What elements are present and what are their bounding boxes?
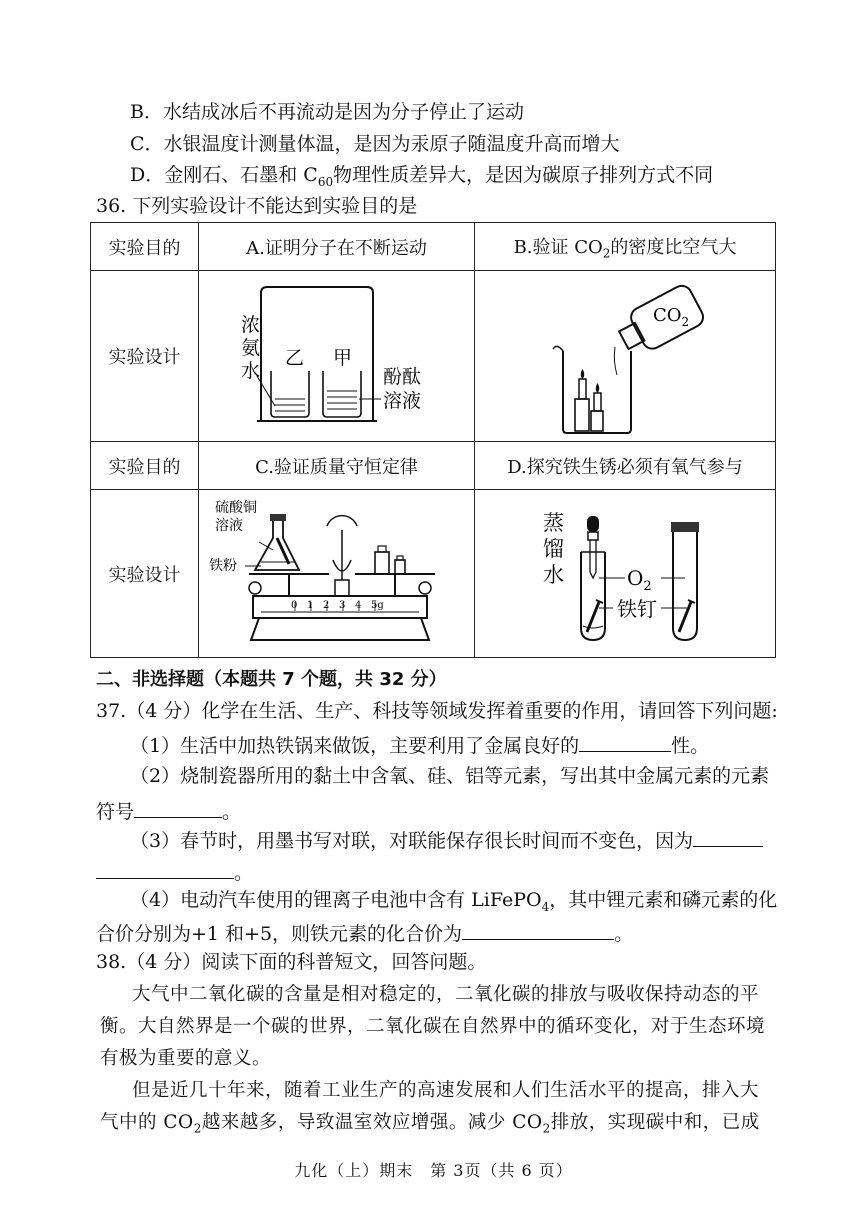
label-phenol-2: 溶液: [383, 390, 422, 412]
svg-text:5g: 5g: [371, 600, 384, 611]
row-label-design-2: 实验设计: [91, 490, 199, 658]
label-beaker-yi: 乙: [285, 347, 305, 369]
question-37-title: 37.（4 分）化学在生活、生产、科技等领域发挥着重要的作用，请回答下列问题:: [96, 700, 778, 722]
question-38-title: 38.（4 分）阅读下面的科普短文，回答问题。: [96, 951, 487, 973]
option-c: C．水银温度计测量体温，是因为汞原子随温度升高而增大: [130, 133, 620, 155]
passage-p1-line-3: 有极为重要的意义。: [100, 1048, 272, 1069]
passage-p2-line-1: 但是近几十年来，随着工业生产的高速发展和人们生活水平的提高，排入大: [132, 1080, 760, 1101]
label-nail: 铁钉: [617, 597, 657, 621]
experiment-table: [90, 222, 776, 658]
label-co2-bottle: $CO_2$: [653, 305, 690, 329]
passage-p2-line-2: 气中的 $CO_2$越来越多，导致温室效应增强。减少 $CO_2$排放，实现碳中和，已成: [100, 1112, 760, 1136]
q37-sub-2-cont: 符号 。: [96, 797, 241, 824]
q37-sub-3-cont: 。: [96, 858, 253, 885]
label-phenol-1: 酚酞: [383, 366, 422, 388]
page-footer: 九化（上）期末 第 3页（共 6 页）: [294, 1161, 573, 1180]
svg-text:1: 1: [307, 600, 314, 611]
exp-b-title: B.验证 $CO_2$的密度比空气大: [475, 223, 776, 271]
answer-blank-3[interactable]: [693, 826, 763, 847]
q37-sub-3: （3）春节时，用墨书写对联，对联能保存很长时间而不变色，因为: [130, 826, 763, 853]
row-label-design: 实验设计: [91, 271, 199, 442]
svg-text:3: 3: [339, 600, 346, 611]
row-label-purpose-2: 实验目的: [91, 442, 199, 490]
passage-p1-line-1: 大气中二氧化碳的含量是相对稳定的，二氧化碳的排放与吸收保持动态的平: [132, 984, 760, 1005]
exp-d-title: D.探究铁生锈必须有氧气参与: [475, 442, 776, 490]
q37-sub-4-cont: 合价分别为+1 和+5，则铁元素的化合价为 。: [96, 919, 633, 946]
q37-sub-2: （2）烧制瓷器所用的黏土中含氧、硅、铝等元素，写出其中金属元素的元素: [130, 765, 770, 787]
exp-a-figure: [199, 271, 475, 442]
label-water-1: 蒸: [543, 511, 564, 535]
exp-d-figure: [475, 490, 776, 658]
label-cuso4-2: 溶液: [215, 518, 243, 534]
svg-text:0: 0: [291, 600, 298, 611]
answer-blank-3-cont[interactable]: [96, 858, 234, 879]
question-36-title: 36. 下列实验设计不能达到实验目的是: [96, 195, 418, 217]
exp-b-figure: [475, 271, 776, 442]
option-b: B．水结成冰后不再流动是因为分子停止了运动: [130, 101, 524, 123]
label-ammonia-1: 浓: [241, 314, 261, 336]
label-cuso4-1: 硫酸铜: [215, 500, 257, 516]
label-water-3: 水: [543, 563, 564, 587]
svg-text:2: 2: [323, 600, 330, 611]
label-ammonia-3: 水: [241, 360, 261, 382]
svg-text:4: 4: [355, 600, 362, 611]
exp-a-title: A.证明分子在不断运动: [199, 223, 475, 271]
label-ammonia-2: 氨: [241, 337, 261, 359]
answer-blank-2[interactable]: [134, 797, 222, 818]
exp-c-title: C.验证质量守恒定律: [199, 442, 475, 490]
passage-p1-line-2: 衡。大自然界是一个碳的世界，二氧化碳在自然界中的循环变化，对于生态环境: [100, 1016, 766, 1037]
label-iron-powder: 铁粉: [209, 558, 237, 574]
q37-sub-4: （4）电动汽车使用的锂离子电池中含有 LiFePO$_4$，其中锂元素和磷元素的化: [130, 889, 778, 914]
exp-c-figure: [199, 490, 475, 658]
option-d: D．金刚石、石墨和 $C_{60}$物理性质差异大，是因为碳原子排列方式不同: [130, 164, 714, 189]
answer-blank-4[interactable]: [462, 919, 614, 940]
row-label-purpose: 实验目的: [91, 223, 199, 271]
section-2-heading: 二、非选择题（本题共 7 个题，共 32 分）: [96, 669, 447, 690]
answer-blank-1[interactable]: [579, 731, 671, 752]
label-oxygen: $O_2$: [627, 566, 652, 594]
q37-sub-1: （1）生活中加热铁锅来做饭，主要利用了金属良好的 性。: [130, 731, 709, 758]
label-beaker-jia: 甲: [333, 347, 353, 369]
label-water-2: 馏: [543, 537, 564, 561]
